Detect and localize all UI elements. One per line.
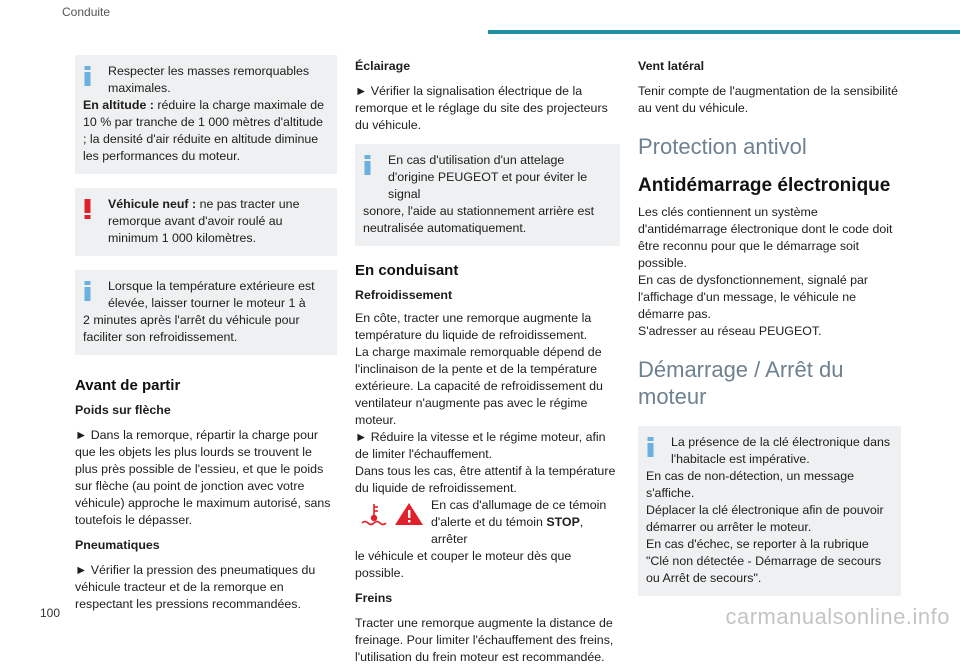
antidem-p3: S'adresser au réseau PEUGEOT. <box>638 324 822 338</box>
alert-box-text <box>83 196 329 247</box>
watermark: carmanualsonline.info <box>725 604 950 629</box>
heading-freins: Freins <box>355 591 393 605</box>
eclairage-text: ► Vérifier la signalisation électrique de la remorque et le réglage du site des projecteurs du véhicule. <box>355 84 608 132</box>
info-box-attelage <box>355 144 620 246</box>
refroid-p2: La charge maximale remorquable dépend de l'inclinaison de la pente et de la température extérieure. La capacité de refroidissement du ventilateur n'augmente pas avec le régime moteur. <box>355 345 603 427</box>
label-new-vehicle: Véhicule neuf : <box>108 197 197 211</box>
page-number: 100 <box>40 606 61 620</box>
alert-icon <box>84 199 91 219</box>
alert-box-new-vehicle <box>75 188 337 256</box>
pneumatiques-text: ► Vérifier la pression des pneumatiques du véhicule tracteur et de la remorque en respectant les pressions recommandées. <box>75 563 316 611</box>
warn-text-a: En cas d'allumage de ce témoin d'alerte et du témoin <box>431 498 607 529</box>
info-box-p2: Déplacer la clé électronique afin de pouvoir démarrer ou arrêter le moteur. <box>646 503 884 534</box>
heading-demarrage-arret: Démarrage / Arrêt du moteur <box>638 357 844 409</box>
info-box-temperature <box>75 270 337 355</box>
warning-lamp-text-rest: le véhicule et couper le moteur dès que possible. <box>355 549 572 580</box>
vent-text: Tenir compte de l'augmentation de la sensibilité au vent du véhicule. <box>638 84 898 115</box>
column-right <box>638 58 901 596</box>
info-box-text: 2 minutes après l'arrêt du véhicule pour faciliter son refroidissement. <box>83 313 300 344</box>
info-box-lead: Lorsque la température extérieure est élevée, laisser tourner le moteur 1 à <box>108 279 315 310</box>
new-vehicle-text: ne pas tracter une remorque avant d'avoir roulé au minimum 1 000 kilomètres. <box>108 197 300 245</box>
info-box-lead: Respecter les masses remorquables maximales. <box>108 64 310 95</box>
heading-poids-sur-fleche: Poids sur flèche <box>75 403 171 417</box>
stop-label: STOP <box>546 515 580 529</box>
info-box-lead: En cas d'utilisation d'un attelage d'origine PEUGEOT et pour éviter le signal <box>388 153 588 201</box>
antidem-p1: Les clés contiennent un système d'antidémarrage électronique dont le code doit être reconnu pour que le démarrage soit possible. <box>638 205 893 270</box>
column-left <box>75 55 337 613</box>
info-icon <box>647 437 654 457</box>
poids-text: ► Dans la remorque, répartir la charge pour que les objets les plus lourds se trouvent le plus près possible de l'essieu, et que le poids sur flèche (au point de jonction avec votre véhicule) approche le maximum autorisé, sans toutefois le dépasser. <box>75 428 331 527</box>
altitude-text: réduire la charge maximale de 10 % par tranche de 1 000 mètres d'altitude ; la densité d'air réduite en altitude diminue les performances du moteur. <box>83 98 325 163</box>
info-box-cle <box>638 426 901 596</box>
refroid-p4: Dans tous les cas, être attentif à la température du liquide de refroidissement. <box>355 464 616 495</box>
label-altitude: En altitude : <box>83 98 154 112</box>
heading-protection-antivol: Protection antivol <box>638 134 807 159</box>
heading-vent-lateral: Vent latéral <box>638 59 705 73</box>
warning-lamp-row <box>355 497 620 548</box>
heading-avant-de-partir: Avant de partir <box>75 377 181 394</box>
info-box-p3: En cas d'échec, se reporter à la rubrique "Clé non détectée - Démarrage de secours ou Arrêt de secours". <box>646 537 882 585</box>
info-box-p1: En cas de non-détection, un message s'affiche. <box>646 469 855 500</box>
info-icon <box>84 281 91 301</box>
heading-refroidissement: Refroidissement <box>355 288 453 302</box>
refroid-p1: En côte, tracter une remorque augmente la température du liquide de refroidissement. <box>355 311 592 342</box>
antidem-p2: En cas de dysfonctionnement, signalé par l'affichage d'un message, le véhicule ne démarre pas. <box>638 273 869 321</box>
heading-eclairage: Éclairage <box>355 59 411 73</box>
info-box-masses <box>75 55 337 174</box>
heading-en-conduisant: En conduisant <box>355 262 459 279</box>
warning-triangle-icon <box>395 503 423 525</box>
running-header: Conduite <box>62 5 111 19</box>
info-box-text: sonore, l'aide au stationnement arrière est neutralisée automatiquement. <box>363 204 595 235</box>
coolant-temperature-icon <box>362 504 386 525</box>
column-middle <box>355 58 620 666</box>
freins-text: Tracter une remorque augmente la distance de freinage. Pour limiter l'échauffement des freins, l'utilisation du frein moteur est recommandée. <box>355 616 614 664</box>
info-icon <box>364 155 371 175</box>
info-box-lead: La présence de la clé électronique dans l'habitacle est impérative. <box>671 435 891 466</box>
heading-antidemarrage: Antidémarrage électronique <box>638 175 891 196</box>
refroid-p3: ► Réduire la vitesse et le régime moteur, afin de limiter l'échauffement. <box>355 430 606 461</box>
info-box-text <box>83 97 329 165</box>
warning-lamp-text <box>431 497 620 548</box>
warning-lamp-icons <box>359 501 425 527</box>
warn-text-b: , arrêter <box>431 515 584 546</box>
heading-pneumatiques: Pneumatiques <box>75 538 160 552</box>
info-icon <box>84 66 91 86</box>
header-accent-bar <box>488 30 960 34</box>
